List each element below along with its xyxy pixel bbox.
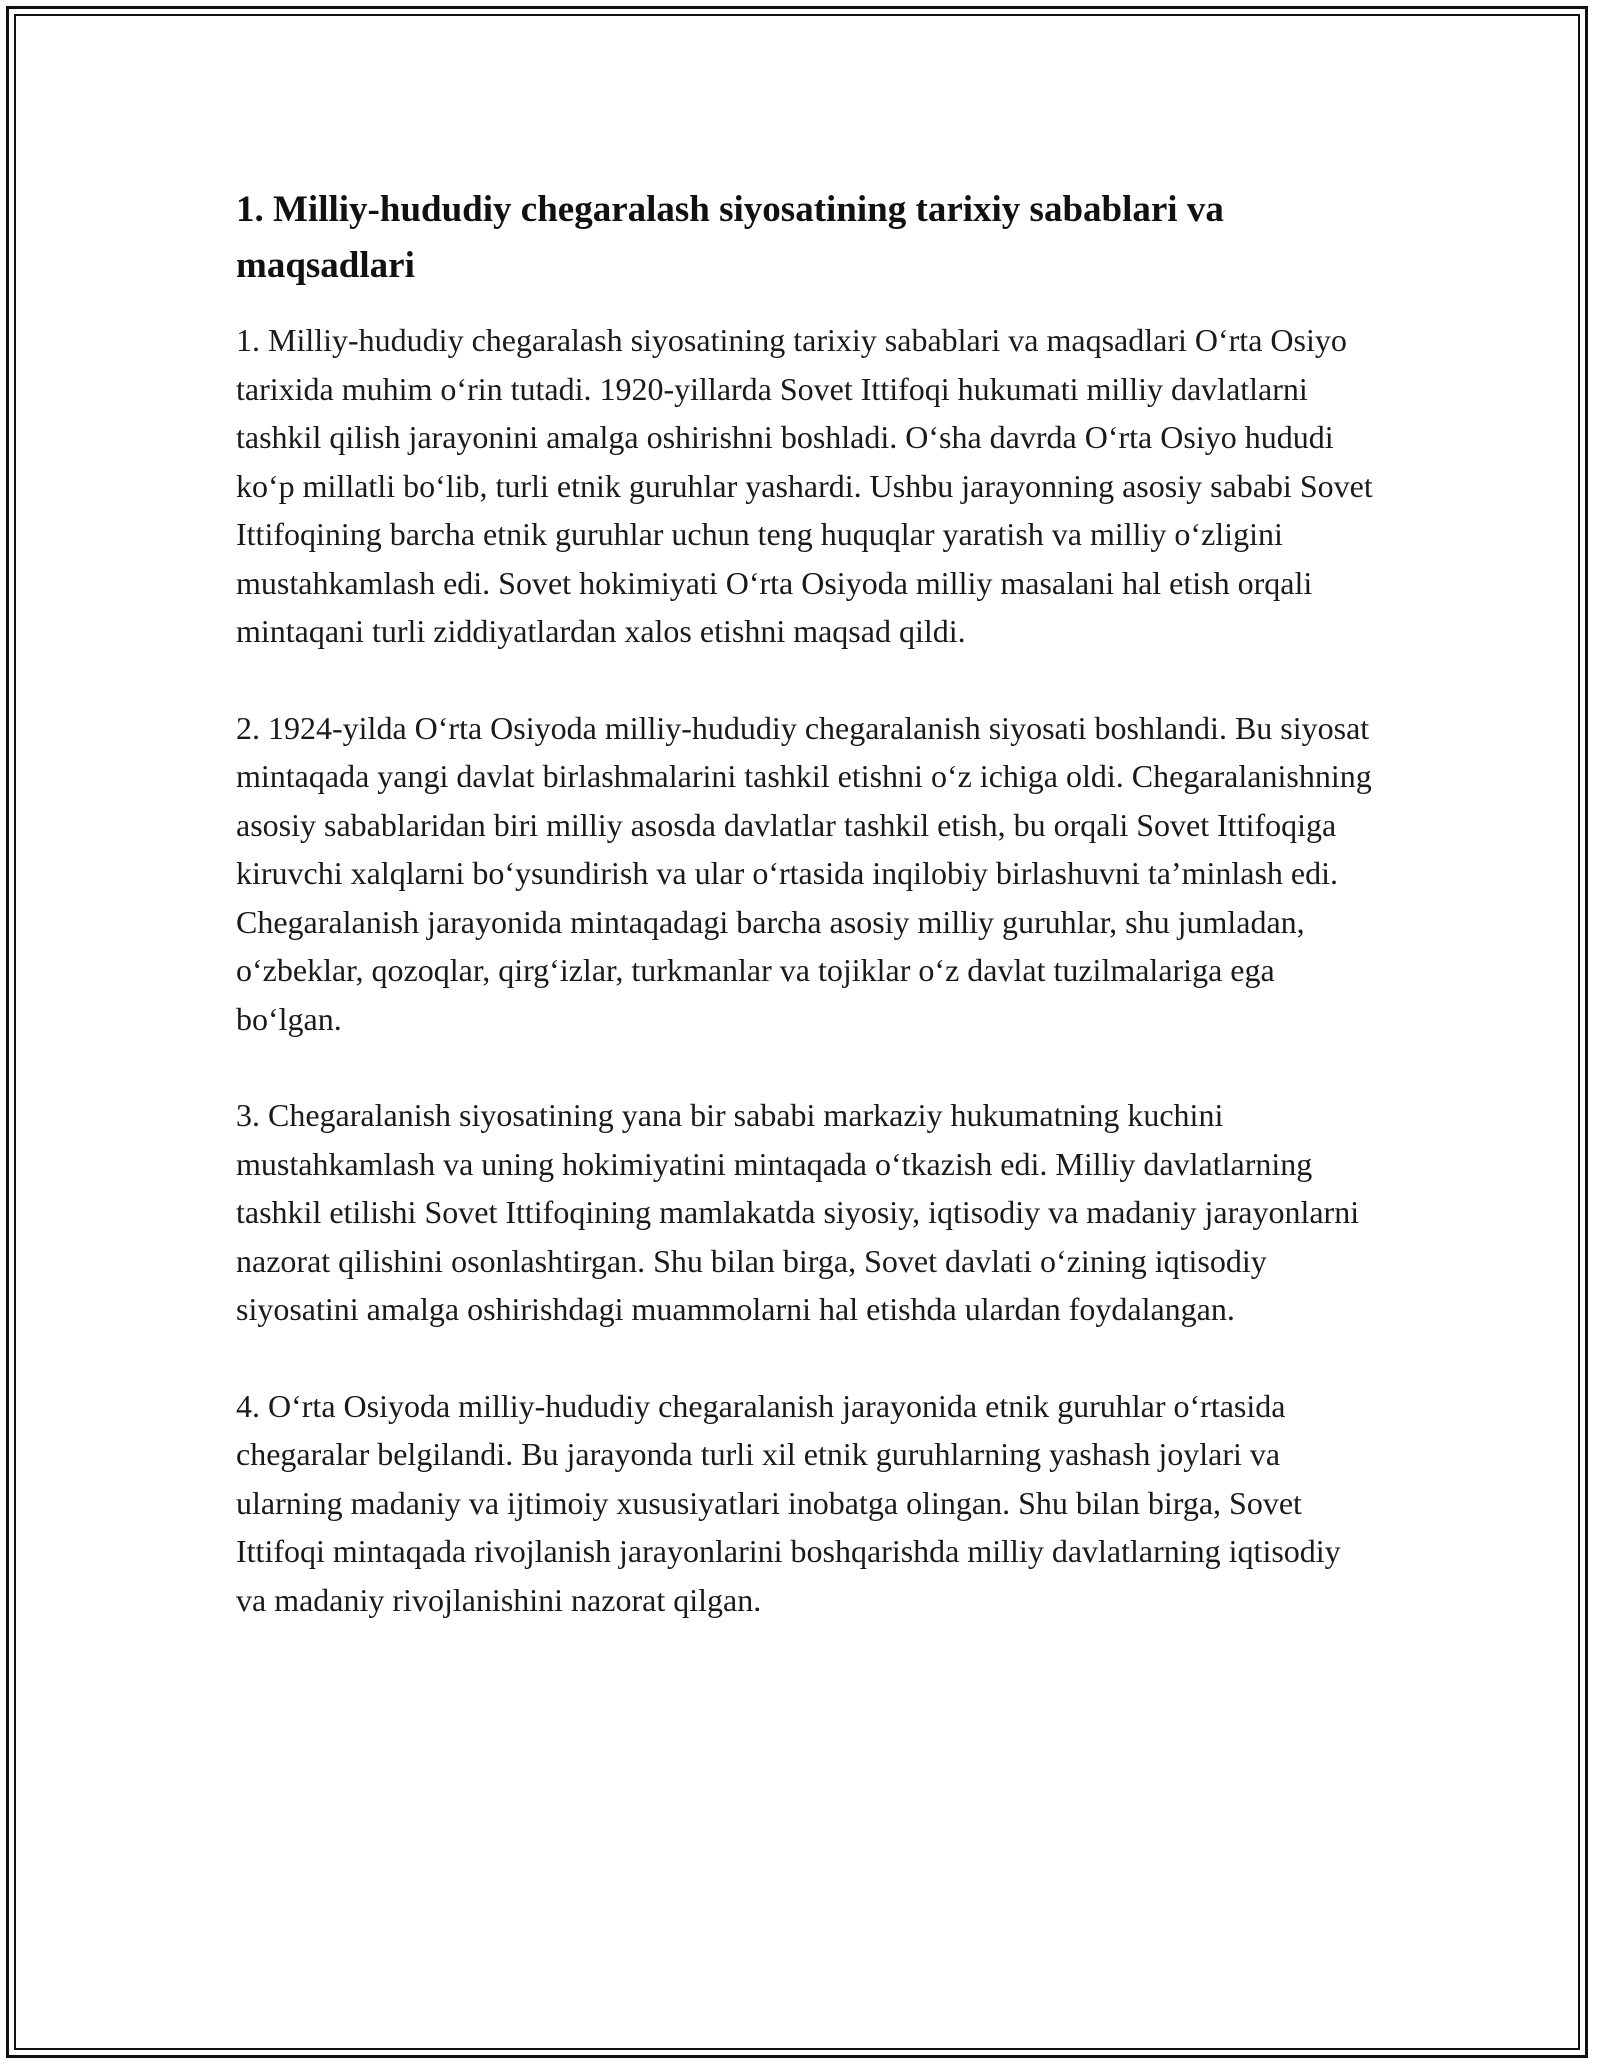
paragraph-3: 3. Chegaralanish siyosatining yana bir sababi markaziy hukumatning kuchini mustahkamlash va uning hokimiyatini mintaqada o‘tkazish edi. Milliy davlatlarning tashkil etilishi Sovet Ittifoqining mamlakatda siyosiy, iqtisodiy va madaniy jarayonlarni nazorat qilishini osonlashtirgan. Shu bilan birga, Sovet davlati o‘zining iqtisodiy siyosatini amalga oshirishdagi muammolarni hal etishda ulardan foydalangan. [236,1097,1360,1327]
paragraph-1: 1. Milliy-hududiy chegaralash siyosatining tarixiy sabablari va maqsadlari O‘rta Osiyo tarixida muhim o‘rin tutadi. 1920-yillarda Sovet Ittifoqi hukumati milliy davlatlarni tashkil qilish jarayonini amalga oshirishni boshladi. O‘sha davrda O‘rta Osiyo hududi ko‘p millatli bo‘lib, turli etnik guruhlar yashardi. Ushbu jarayonning asosiy sababi Sovet Ittifoqining barcha etnik guruhlar uchun teng huquqlar yaratish va milliy o‘zligini mustahkamlash edi. Sovet hokimiyati O‘rta Osiyoda milliy masalani hal etish orqali mintaqani turli ziddiyatlardan xalos etishni maqsad qildi. [236,322,1373,649]
paragraph-2: 2. 1924-yilda O‘rta Osiyoda milliy-hududiy chegaralanish siyosati boshlandi. Bu siyosat mintaqada yangi davlat birlashmalarini tashkil etishni o‘z ichiga oldi. Chegaralanishning asosiy sabablaridan biri milliy asosda davlatlar tashkil etish, bu orqali Sovet Ittifoqiga kiruvchi xalqlarni bo‘ysundirish va ular o‘rtasida inqilobiy birlashuvni ta’minlash edi. Chegaralanish jarayonida mintaqadagi barcha asosiy milliy guruhlar, shu jumladan, o‘zbeklar, qozoqlar, qirg‘izlar, turkmanlar va tojiklar o‘z davlat tuzilmalariga ega bo‘lgan. [236,709,1372,1037]
document-title: 1. Milliy-hududiy chegaralash siyosatining tarixiy sabablari va maqsadlari [236,189,1224,286]
document-body [236,182,1376,1672]
paragraph-4: 4. O‘rta Osiyoda milliy-hududiy chegaralanish jarayonida etnik guruhlar o‘rtasida chegaralar belgilandi. Bu jarayonda turli xil etnik guruhlarning yashash joylari va ularning madaniy va ijtimoiy xususiyatlari inobatga olingan. Shu bilan birga, Sovet Ittifoqi mintaqada rivojlanish jarayonlarini boshqarishda milliy davlatlarning iqtisodiy va madaniy rivojlanishini nazorat qilgan. [236,1387,1341,1618]
